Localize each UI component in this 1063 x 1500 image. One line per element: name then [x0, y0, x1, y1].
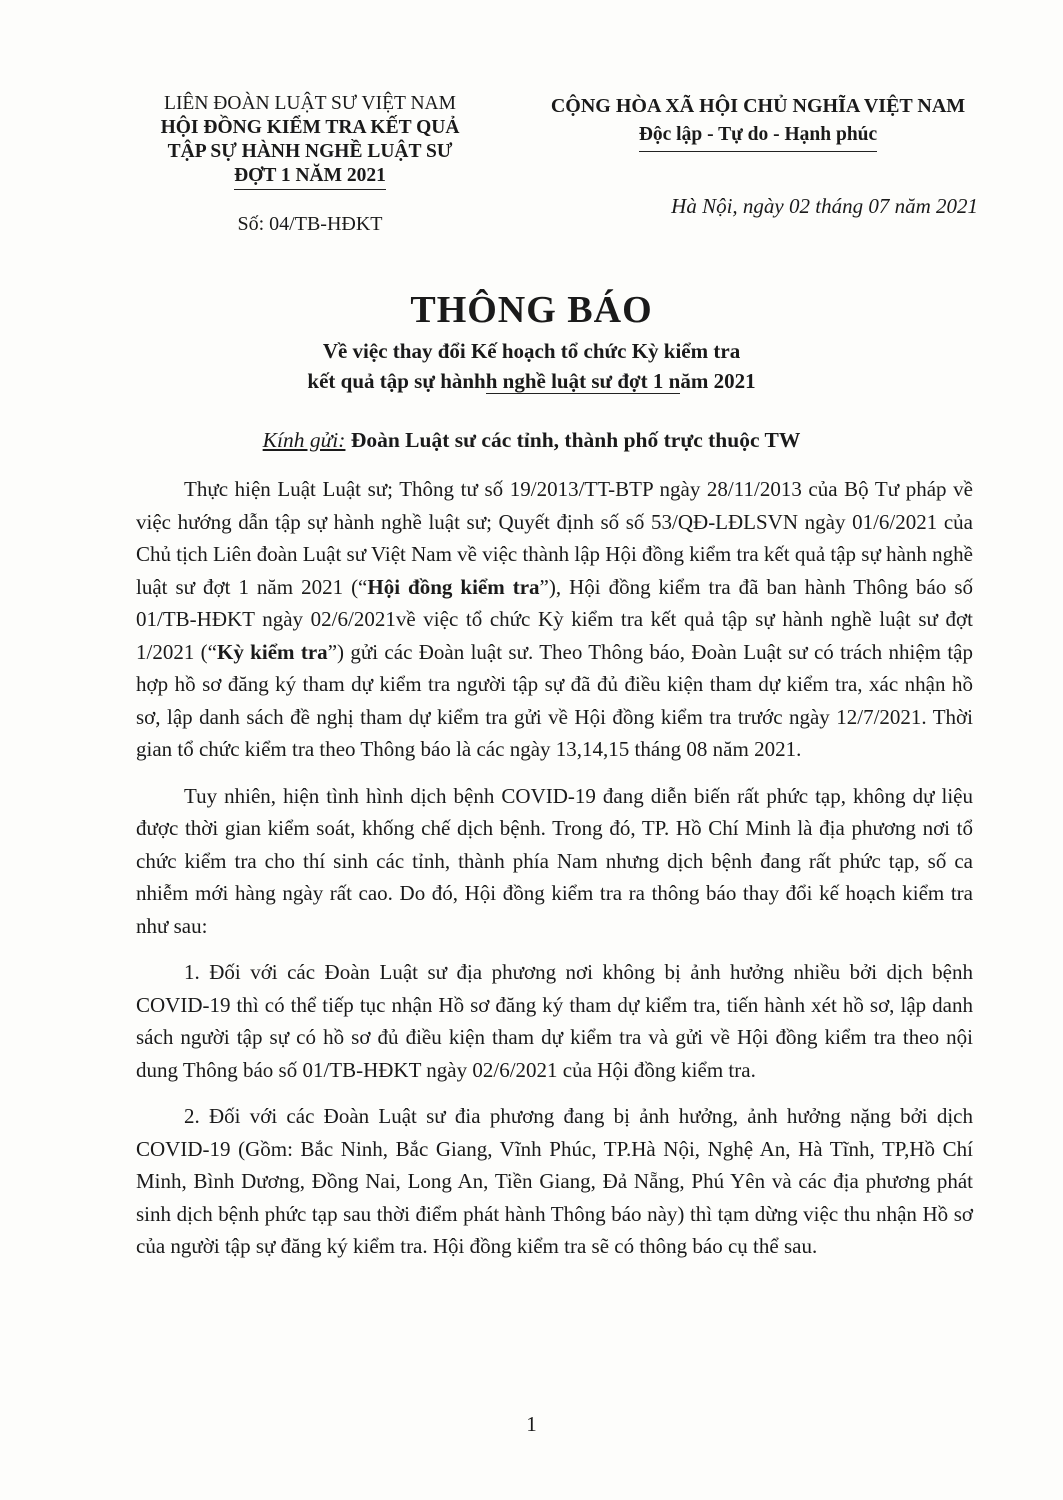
issue-date: Hà Nội, ngày 02 tháng 07 năm 2021 — [671, 194, 978, 218]
document-subtitle — [0, 336, 1063, 396]
subtitle-line-2-start: kết quả tập sự hành — [307, 369, 486, 393]
defined-term-council: Hội đồng kiểm tra — [367, 574, 540, 599]
country-name: CỘNG HÒA XÃ HỘI CHỦ NGHĨA VIỆT NAM — [550, 95, 966, 117]
subtitle-line-2-underlined: h nghề luật sư đợt 1 n — [485, 369, 681, 393]
issuer-council-line1: HỘI ĐỒNG KIỂM TRA KẾT QUẢ — [160, 117, 460, 138]
paragraph-2: Tuy nhiên, hiện tình hình dịch bệnh COVID-19 đang diễn biến rất phức tạp, không dự liệu được thời gian kiểm soát, khống chế dịch bệnh. Trong đó, TP. Hồ Chí Minh là địa phương nơi tổ chức kiểm tra cho thí sinh các tỉnh, thành phía Nam nhưng dịch bệnh đang rất phức tạp, số ca nhiễm mới hàng ngày rất cao. Do đó, Hội đồng kiểm tra ra thông báo thay đổi kế hoạch kiểm tra như sau: — [136, 783, 973, 938]
subtitle-line-2 — [0, 366, 1063, 396]
subtitle-line-2-end: ăm 2021 — [680, 369, 756, 393]
document-body — [136, 473, 973, 1263]
paragraph-1 — [136, 473, 973, 766]
paragraph-4: 2. Đối với các Đoàn Luật sư đia phương đang bị ảnh hưởng, ảnh hưởng nặng bởi dịch COVID-19 (Gồm: Bắc Ninh, Bắc Giang, Vĩnh Phúc, TP.Hà Nội, Nghệ An, Hà Tĩnh, TP,Hồ Chí Minh, Bình Dương, Đồng Nai, Long An, Tiền Giang, Đả Nẵng, Phú Yên và các địa phương phát sinh dịch bệnh phức tạp sau thời điểm phát hành Thông báo này) thì tạm dừng việc thu nhận Hồ sơ của người tập sự đăng ký kiểm tra. Hội đồng kiểm tra sẽ có thông báo cụ thể sau. — [136, 1104, 973, 1258]
national-motto: Độc lập - Tự do - Hạnh phúc — [639, 121, 877, 152]
issuer-round: ĐỢT 1 NĂM 2021 — [234, 164, 386, 190]
recipient-label: Kính gửi: — [262, 428, 346, 452]
paragraph-1-text-c: ”), Hội đồng kiểm tra đã ban hành Thông báo số 01/TB-HĐKT ngày 02/6/2021về việc tổ chức Kỳ kiểm tra kết quả tập sự hành nghề luật sư đợt 1/2021 (“ — [136, 574, 974, 664]
defined-term-exam: Kỳ kiểm tra — [217, 639, 328, 664]
document-number: Số: 04/TB-HĐKT — [237, 213, 383, 235]
recipient-line — [0, 428, 1063, 453]
issuer-block — [110, 92, 510, 236]
subtitle-line-1: Về việc thay đổi Kế hoạch tổ chức Kỳ kiểm tra — [322, 339, 741, 363]
paragraph-1-text-a: Thực hiện Luật Luật sư; Thông tư số 19/2013/TT-BTP ngày 28/11/2013 của Bộ Tư pháp về việc hướng dẫn tập sự hành nghề luật sư; Quyết định số số 53/QĐ-LĐLSVN ngày 01/6/2021 của Chủ tịch Liên đoàn Luật sư Việt Nam về việc thành lập Hội đồng kiểm tra kết quả tập sự hành nghề luật sư đợt 1 năm 2021 (“ — [136, 477, 973, 599]
paragraph-1-text-e: ”) gửi các Đoàn luật sư. Theo Thông báo, Đoàn Luật sư có trách nhiệm tập hợp hồ sơ đăng ký tham dự kiểm tra người tập sự đã đủ điều kiện tham dự kiểm tra, xác nhận hồ sơ, lập danh sách đề nghị tham dự kiểm tra gửi về Hội đồng kiểm tra trước ngày 12/7/2021. Thời gian tổ chức kiểm tra theo Thông báo là các ngày 13,14,15 tháng 08 năm 2021. — [136, 639, 973, 761]
issuer-org: LIÊN ĐOÀN LUẬT SƯ VIỆT NAM — [164, 93, 456, 114]
recipient-name: Đoàn Luật sư các tỉnh, thành phố trực thuộc TW — [345, 428, 801, 452]
national-header — [508, 92, 1008, 220]
issuer-council-line2: TẬP SỰ HÀNH NGHỀ LUẬT SƯ — [167, 141, 453, 162]
paragraph-3: 1. Đối với các Đoàn Luật sư địa phương nơi không bị ảnh hưởng nhiều bởi dịch bệnh COVID-19 thì có thể tiếp tục nhận Hồ sơ đăng ký tham dự kiểm tra, tiến hành xét hồ sơ, lập danh sách người tập sự có hồ sơ đủ điều kiện tham dự kiểm tra và gửi về Hội đồng kiểm tra theo nội dung Thông báo số 01/TB-HĐKT ngày 02/6/2021 của Hội đồng kiểm tra. — [136, 960, 973, 1082]
page-number: 1 — [526, 1412, 537, 1436]
document-title: THÔNG BÁO — [410, 289, 653, 331]
